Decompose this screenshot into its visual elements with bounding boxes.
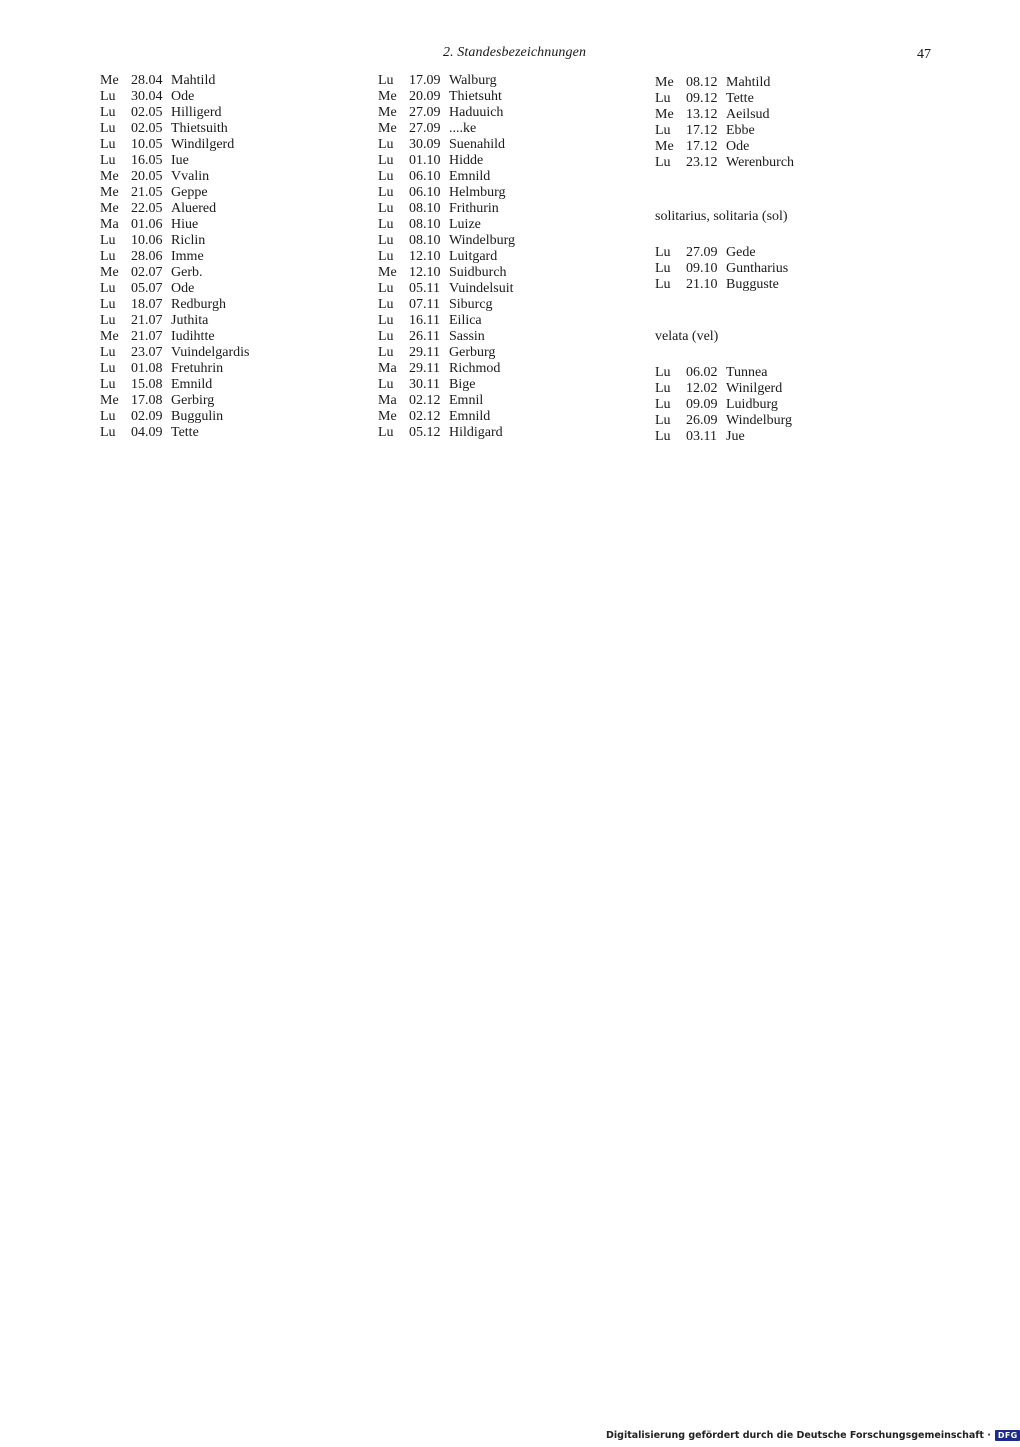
entry-name: Vvalin [171,169,210,184]
entry-name: Windelburg [449,233,516,248]
entry-date: 23.12 [686,155,718,170]
entry-date: 22.05 [131,201,163,216]
list-item [655,261,794,277]
entry-name: Winilgerd [726,381,783,396]
entry-abbreviation: Lu [100,153,116,168]
list-item [655,245,794,261]
entry-abbreviation: Lu [378,233,394,248]
list-item [378,185,515,201]
list-item [378,153,515,169]
entry-abbreviation: Lu [655,123,671,138]
entry-date: 17.09 [409,73,441,88]
entry-date: 02.09 [131,409,163,424]
entry-abbreviation: Lu [655,381,671,396]
entry-abbreviation: Lu [100,89,116,104]
entry-abbreviation: Me [378,121,397,136]
list-item [100,281,249,297]
entry-name: Ode [171,89,195,104]
list-item [100,153,249,169]
entry-abbreviation: Me [100,185,119,200]
entry-abbreviation: Lu [655,155,671,170]
entry-name: Ode [171,281,195,296]
entry-date: 06.10 [409,169,441,184]
entry-name: Thietsuith [171,121,228,136]
entry-name: Helmburg [449,185,506,200]
entry-date: 21.07 [131,313,163,328]
list-item [100,201,249,217]
list-item [655,277,794,293]
entry-abbreviation: Lu [655,277,671,292]
entry-name: Emnild [449,169,491,184]
entry-date: 08.10 [409,217,441,232]
list-item [378,121,515,137]
list-item [100,345,249,361]
entry-name: Fretuhrin [171,361,224,376]
entry-column-3 [655,75,794,445]
list-item [100,393,249,409]
list-item [378,169,515,185]
list-item [378,201,515,217]
entry-date: 08.10 [409,201,441,216]
entry-abbreviation: Lu [378,345,394,360]
entry-abbreviation: Lu [100,249,116,264]
entry-date: 12.10 [409,265,441,280]
entry-name: Bige [449,377,476,392]
entry-date: 06.02 [686,365,718,380]
entry-date: 10.06 [131,233,163,248]
entry-name: Gerburg [449,345,496,360]
entry-abbreviation: Me [655,75,674,90]
list-item [100,249,249,265]
entry-abbreviation: Me [378,89,397,104]
entry-date: 02.07 [131,265,163,280]
entry-date: 03.11 [686,429,717,444]
entry-abbreviation: Me [100,265,119,280]
list-item [378,409,515,425]
list-item [100,377,249,393]
entry-date: 04.09 [131,425,163,440]
entry-name: Eilica [449,313,482,328]
entry-abbreviation: Me [655,139,674,154]
entry-abbreviation: Lu [378,217,394,232]
entry-name: Buggulin [171,409,224,424]
entry-name: Werenburch [726,155,795,170]
entry-name: Luitgard [449,249,498,264]
entry-date: 18.07 [131,297,163,312]
entry-abbreviation: Me [378,105,397,120]
list-item [378,249,515,265]
list-item [378,297,515,313]
entry-name: Iudihtte [171,329,215,344]
list-item [100,233,249,249]
entry-abbreviation: Lu [100,297,116,312]
entry-name: Jue [726,429,745,444]
entry-name: Tette [726,91,754,106]
entry-date: 21.10 [686,277,718,292]
list-item [655,139,794,155]
entry-date: 16.05 [131,153,163,168]
list-item [378,137,515,153]
entry-name: Sassin [449,329,485,344]
list-item [100,121,249,137]
list-item [100,425,249,441]
entry-name: Tunnea [726,365,768,380]
entry-date: 09.09 [686,397,718,412]
list-item [378,89,515,105]
entry-abbreviation: Lu [378,297,394,312]
entry-abbreviation: Lu [100,137,116,152]
entry-abbreviation: Lu [100,121,116,136]
entry-date: 30.09 [409,137,441,152]
entry-name: Gerb. [171,265,203,280]
entry-name: Iue [171,153,189,168]
entry-abbreviation: Lu [655,429,671,444]
entry-abbreviation: Lu [378,281,394,296]
entry-date: 26.09 [686,413,718,428]
entry-date: 17.12 [686,123,718,138]
entry-name: Geppe [171,185,208,200]
entry-date: 02.05 [131,105,163,120]
entry-date: 29.11 [409,345,440,360]
entry-abbreviation: Lu [655,397,671,412]
entry-abbreviation: Me [100,201,119,216]
section-heading: velata (vel) [655,329,719,344]
running-head-title: 2. Standesbezeichnungen [443,45,587,60]
list-item [378,345,515,361]
entry-abbreviation: Lu [378,73,394,88]
entry-name: Hiue [171,217,199,232]
entry-abbreviation: Lu [100,361,116,376]
entry-abbreviation: Lu [378,329,394,344]
entry-abbreviation: Lu [378,201,394,216]
entry-abbreviation: Lu [100,281,116,296]
entry-abbreviation: Me [100,169,119,184]
entry-abbreviation: Lu [378,153,394,168]
entry-date: 02.05 [131,121,163,136]
entry-date: 23.07 [131,345,163,360]
entry-date: 05.12 [409,425,441,440]
entry-date: 26.11 [409,329,440,344]
entry-date: 30.04 [131,89,163,104]
entry-name: Mahtild [171,73,216,88]
list-item [378,361,515,377]
entry-date: 02.12 [409,409,441,424]
list-item [378,425,515,441]
running-header [0,45,1000,65]
entry-date: 01.06 [131,217,163,232]
list-item [100,297,249,313]
entry-abbreviation: Lu [655,413,671,428]
list-item [378,105,515,121]
entry-abbreviation: Lu [100,233,116,248]
entry-abbreviation: Lu [378,377,394,392]
list-item [655,123,794,139]
entry-name: Hildigard [449,425,503,440]
list-item [655,397,794,413]
entry-abbreviation: Me [100,329,119,344]
entry-name: Aeilsud [726,107,770,122]
footer-credit-text: Digitalisierung gefördert durch die Deutsche Forschungsgemeinschaft · [606,1429,991,1441]
list-item [378,313,515,329]
list-item [655,413,794,429]
entry-name: Tette [171,425,199,440]
list-item [100,169,249,185]
entry-name: Frithurin [449,201,499,216]
entry-abbreviation: Lu [655,365,671,380]
entry-date: 17.12 [686,139,718,154]
entry-name: Hidde [449,153,484,168]
list-item [655,429,794,445]
entry-date: 17.08 [131,393,163,408]
entry-name: Walburg [449,73,497,88]
list-item [100,73,249,89]
entry-abbreviation: Me [378,265,397,280]
entry-column-2 [378,73,515,441]
entry-date: 27.09 [409,105,441,120]
entry-date: 20.05 [131,169,163,184]
list-item [655,75,794,91]
entry-date: 01.10 [409,153,441,168]
entry-name: Vuindelgardis [171,345,250,360]
list-item [100,105,249,121]
entry-date: 09.12 [686,91,718,106]
list-item [100,217,249,233]
entry-date: 09.10 [686,261,718,276]
list-item [378,265,515,281]
entry-name: Emnil [449,393,484,408]
entry-abbreviation: Lu [378,249,394,264]
footer-credit [606,1427,1020,1443]
entry-name: Suenahild [449,137,505,152]
list-item [655,91,794,107]
entry-date: 07.11 [409,297,440,312]
list-item [100,185,249,201]
list-item [378,393,515,409]
entry-date: 29.11 [409,361,440,376]
entry-name: Guntharius [726,261,789,276]
entry-abbreviation: Lu [378,313,394,328]
entry-date: 12.10 [409,249,441,264]
entry-name: Emnild [449,409,491,424]
entry-name: Gerbirg [171,393,215,408]
entry-date: 05.07 [131,281,163,296]
list-item [378,377,515,393]
entry-date: 15.08 [131,377,163,392]
list-item [100,137,249,153]
entry-date: 13.12 [686,107,718,122]
list-item [100,265,249,281]
entry-name: Ode [726,139,750,154]
entry-abbreviation: Lu [100,377,116,392]
entry-date: 27.09 [409,121,441,136]
list-item [100,361,249,377]
entry-abbreviation: Lu [378,185,394,200]
entry-abbreviation: Lu [100,105,116,120]
entry-name: Thietsuht [449,89,502,104]
list-item [378,329,515,345]
entry-abbreviation: Lu [378,137,394,152]
entry-abbreviation: Ma [100,217,119,232]
entry-abbreviation: Ma [378,393,397,408]
entry-column-1 [100,73,249,441]
list-item [378,281,515,297]
entry-abbreviation: Lu [100,345,116,360]
entry-name: Mahtild [726,75,771,90]
entry-abbreviation: Lu [655,91,671,106]
entry-name: Suidburch [449,265,507,280]
entry-name: Imme [171,249,204,264]
entry-name: Windilgerd [171,137,235,152]
entry-abbreviation: Ma [378,361,397,376]
list-item [378,233,515,249]
entry-name: Bugguste [726,277,779,292]
entry-date: 28.06 [131,249,163,264]
list-item [378,217,515,233]
entry-date: 27.09 [686,245,718,260]
entry-date: 16.11 [409,313,440,328]
entry-abbreviation: Lu [655,261,671,276]
entry-date: 10.05 [131,137,163,152]
list-item [100,329,249,345]
entry-name: Ebbe [726,123,755,138]
entry-abbreviation: Lu [378,169,394,184]
entry-date: 08.10 [409,233,441,248]
list-item [100,313,249,329]
entry-name: Aluered [171,201,217,216]
entry-date: 08.12 [686,75,718,90]
list-item [655,365,794,381]
entry-date: 02.12 [409,393,441,408]
entry-name: Gede [726,245,756,260]
entry-name: Emnild [171,377,213,392]
entry-name: Hilligerd [171,105,222,120]
entry-date: 12.02 [686,381,718,396]
entry-name: Riclin [171,233,206,248]
dfg-logo: DFG [995,1430,1020,1441]
entry-abbreviation: Me [655,107,674,122]
entry-name: Windelburg [726,413,793,428]
entry-date: 06.10 [409,185,441,200]
entry-name: Richmod [449,361,501,376]
entry-name: Vuindelsuit [449,281,514,296]
list-item [100,409,249,425]
entry-name: Luize [449,217,481,232]
entry-abbreviation: Me [378,409,397,424]
entry-abbreviation: Lu [100,425,116,440]
entry-abbreviation: Lu [100,313,116,328]
entry-name: Redburgh [171,297,226,312]
list-item [655,381,794,397]
page-number: 47 [917,47,931,62]
entry-date: 05.11 [409,281,440,296]
entry-name: ....ke [449,121,477,136]
entry-name: Luidburg [726,397,778,412]
list-item [655,155,794,171]
entry-date: 28.04 [131,73,163,88]
entry-date: 21.07 [131,329,163,344]
entry-abbreviation: Lu [378,425,394,440]
entry-date: 30.11 [409,377,440,392]
list-item [655,107,794,123]
entry-abbreviation: Me [100,73,119,88]
entry-abbreviation: Lu [655,245,671,260]
section-heading: solitarius, solitaria (sol) [655,209,788,224]
entry-name: Haduuich [449,105,504,120]
entry-name: Siburcg [449,297,493,312]
entry-name: Juthita [171,313,209,328]
entry-date: 01.08 [131,361,163,376]
entry-date: 21.05 [131,185,163,200]
entry-abbreviation: Me [100,393,119,408]
list-item [378,73,515,89]
entry-date: 20.09 [409,89,441,104]
list-item [100,89,249,105]
entry-abbreviation: Lu [100,409,116,424]
